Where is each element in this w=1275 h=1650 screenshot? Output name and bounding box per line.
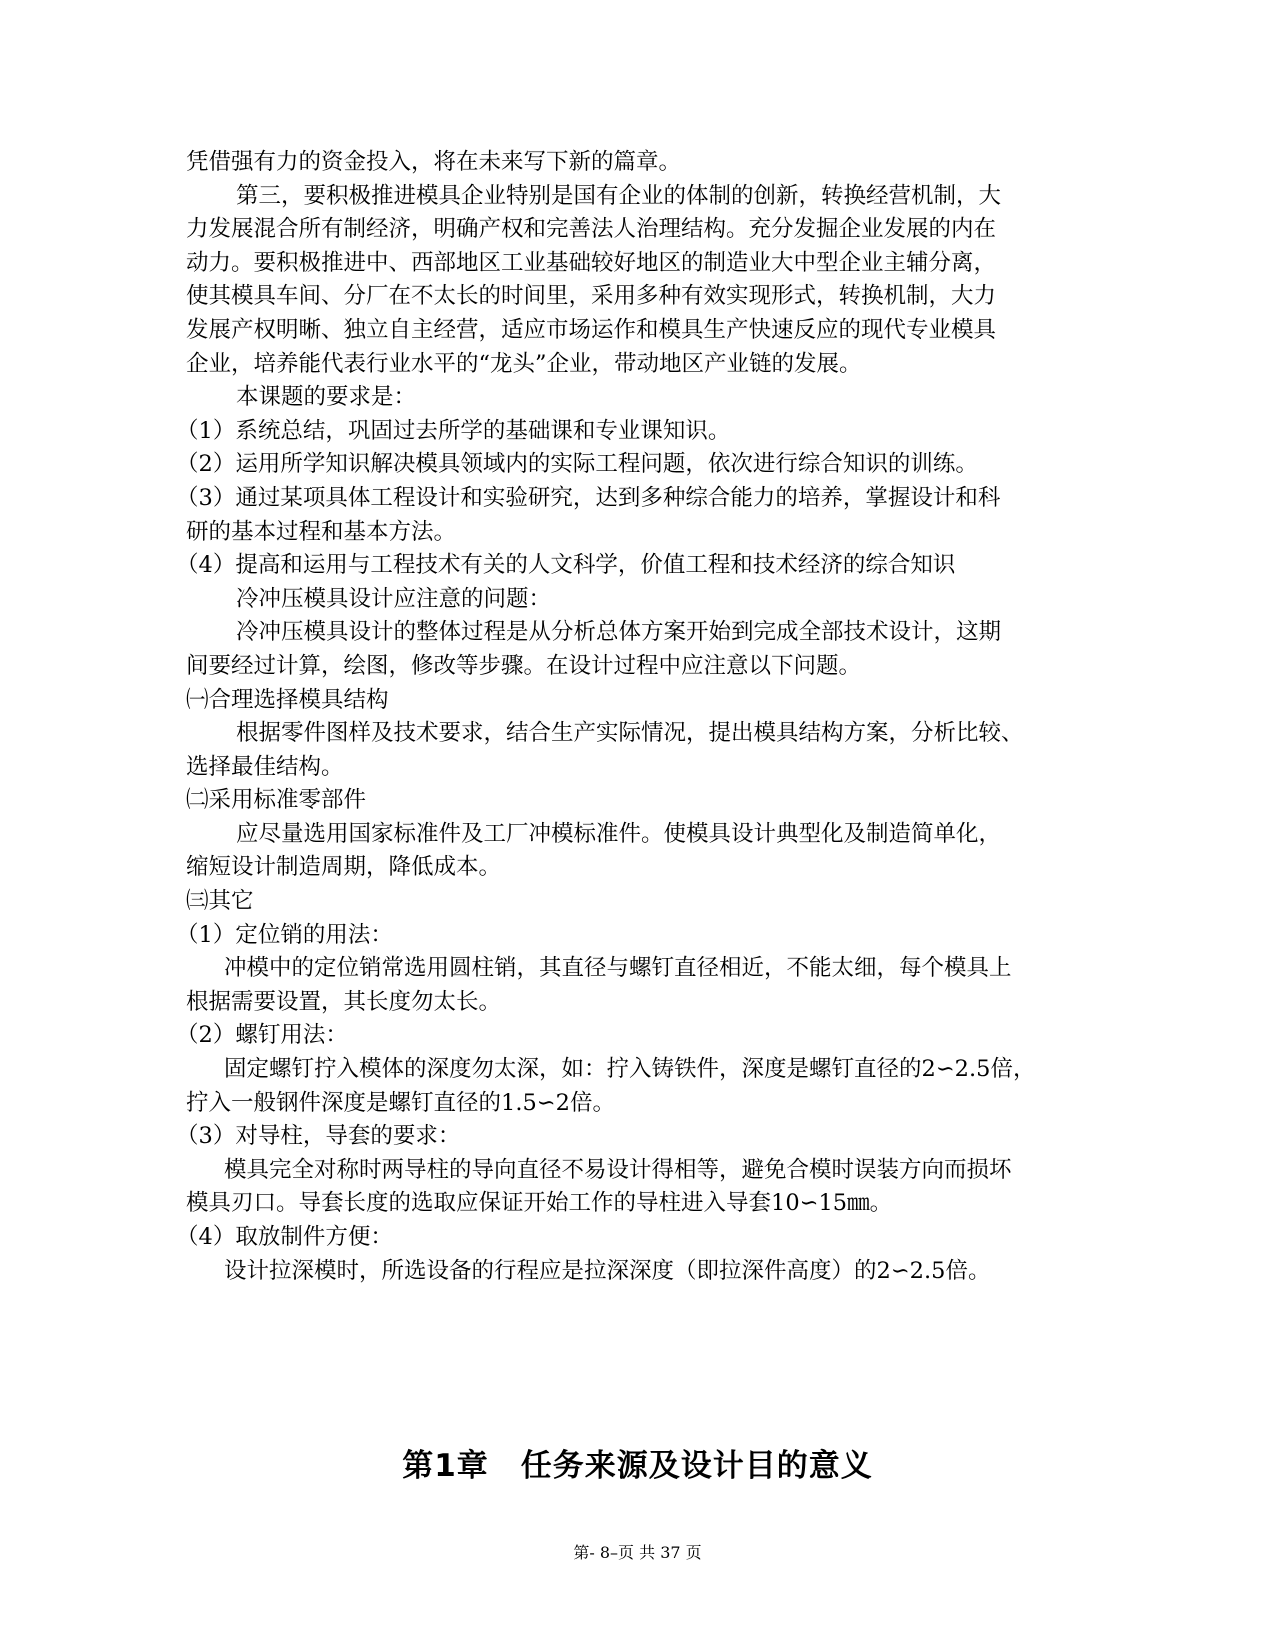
text-line: 第三，要积极推进模具企业特别是国有企业的体制的创新，转换经营机制，大: [236, 182, 1002, 209]
text-line: 应尽量选用国家标准件及工厂冲模标准件。使模具设计典型化及制造简单化，: [236, 820, 1002, 847]
text-line: 选择最佳结构。: [186, 753, 344, 780]
text-line: 根据需要设置，其长度勿太长。: [186, 988, 502, 1015]
text-line: （3）对导柱，导套的要求：: [176, 1123, 461, 1150]
text-line: 拧入一般钢件深度是螺钉直径的1.5∽2倍。: [186, 1089, 615, 1116]
chapter-heading: 第1章 任务来源及设计目的意义: [402, 1448, 873, 1484]
text-line: 设计拉深模时，所选设备的行程应是拉深深度（即拉深件高度）的2∽2.5倍。: [224, 1257, 991, 1284]
text-line: （4）提高和运用与工程技术有关的人文科学，价值工程和技术经济的综合知识: [176, 552, 956, 579]
text-line: （3）通过某项具体工程设计和实验研究，达到多种综合能力的培养，掌握设计和科: [176, 484, 1001, 511]
text-line: （1）定位销的用法：: [176, 921, 393, 948]
text-line: 企业，培养能代表行业水平的“龙头”企业，带动地区产业链的发展。: [186, 350, 862, 377]
text-line: 固定螺钉拧入模体的深度勿太深，如：拧入铸铁件，深度是螺钉直径的2∽2.5倍，: [224, 1056, 1036, 1083]
body-text: [176, 146, 1101, 1288]
text-line: 力发展混合所有制经济，明确产权和完善法人治理结构。充分发掘企业发展的内在: [186, 216, 997, 243]
text-line: 冲模中的定位销常选用圆柱销，其直径与螺钉直径相近，不能太细，每个模具上: [224, 955, 1012, 982]
text-line: （1）系统总结，巩固过去所学的基础课和专业课知识。: [176, 417, 731, 444]
text-line: （4）取放制件方便：: [176, 1224, 393, 1250]
text-line: 冷冲压模具设计的整体过程是从分析总体方案开始到完成全部技术设计，这期: [236, 619, 1002, 646]
text-line: （2）运用所学知识解决模具领域内的实际工程问题，依次进行综合知识的训练。: [176, 451, 978, 478]
text-line: 冷冲压模具设计应注意的问题：: [236, 585, 552, 612]
text-line: 使其模具车间、分厂在不太长的时间里，采用多种有效实现形式，转换机制，大力: [186, 283, 997, 310]
text-line: 根据零件图样及技术要求，结合生产实际情况，提出模具结构方案，分析比较、: [236, 720, 1024, 747]
text-line: 模具完全对称时两导柱的导向直径不易设计得相等，避免合模时误装方向而损坏: [224, 1156, 1012, 1183]
text-line: 动力。要积极推进中、西部地区工业基础较好地区的制造业大中型企业主辅分离，: [186, 249, 997, 276]
text-line: （2）螺钉用法：: [176, 1022, 348, 1049]
text-line: 间要经过计算，绘图，修改等步骤。在设计过程中应注意以下问题。: [186, 652, 862, 679]
text-line: ㈠合理选择模具结构: [186, 686, 389, 713]
text-line: 研的基本过程和基本方法。: [186, 518, 457, 545]
text-line: 凭借强有力的资金投入，将在未来写下新的篇章。: [186, 149, 682, 175]
text-line: 本课题的要求是：: [236, 384, 417, 411]
text-line: ㈢其它: [186, 888, 254, 915]
text-line: 发展产权明晰、独立自主经营，适应市场运作和模具生产快速反应的现代专业模具: [186, 316, 997, 343]
page-footer: 第- 8–页 共 37 页: [573, 1543, 702, 1562]
text-line: 缩短设计制造周期，降低成本。: [186, 854, 502, 881]
text-line: ㈡采用标准零部件: [186, 787, 367, 814]
text-line: 模具刃口。导套长度的选取应保证开始工作的导柱进入导套10∽15㎜。: [186, 1190, 893, 1217]
